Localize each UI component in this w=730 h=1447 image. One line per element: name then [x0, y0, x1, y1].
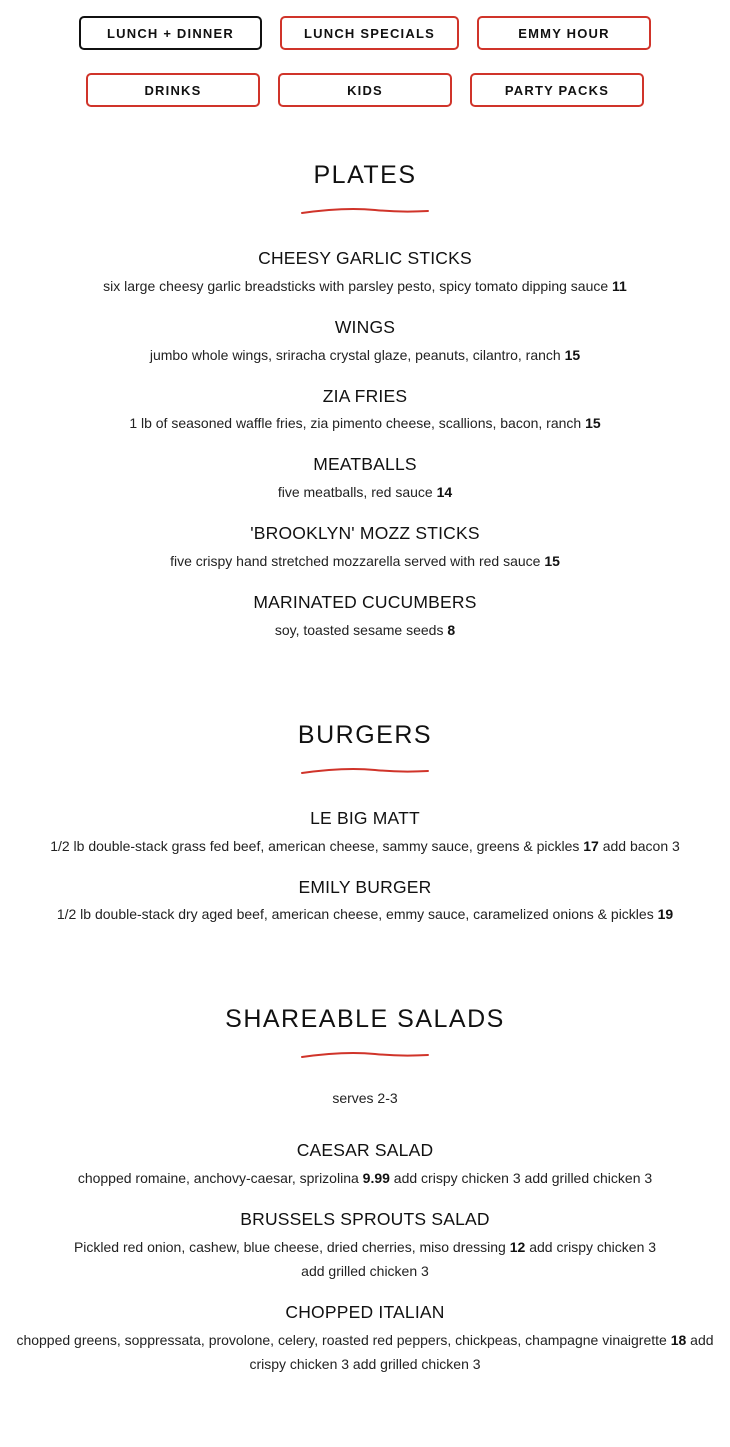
item-addon: add crispy chicken 3 add grilled chicken 3 [249, 1332, 714, 1372]
item-description: six large cheesy garlic breadsticks with parsley pesto, spicy tomato dipping sauce 11 [103, 278, 627, 294]
item-description: 1/2 lb double-stack dry aged beef, american cheese, emmy sauce, caramelized onions & pickles 19 [56, 906, 674, 922]
item-description: five crispy hand stretched mozzarella served with red sauce 15 [170, 553, 560, 569]
item-name: 'BROOKLYN' MOZZ STICKS [250, 523, 480, 543]
menu-item [0, 522, 730, 573]
item-description: 1 lb of seasoned waffle fries, zia pimento cheese, scallions, bacon, ranch 15 [129, 415, 601, 431]
section-title: PLATES [313, 161, 417, 189]
section-plates-header [0, 159, 730, 219]
item-name: CHOPPED ITALIAN [285, 1302, 445, 1322]
item-price: 15 [544, 553, 560, 569]
item-description: Pickled red onion, cashew, blue cheese, dried cherries, miso dressing 12 add crispy chicken 3 add grilled chicken 3 [73, 1239, 657, 1279]
item-price: 19 [657, 906, 674, 922]
item-price: 12 [509, 1239, 526, 1255]
squiggle-divider [300, 765, 430, 779]
menu-item [0, 1301, 730, 1376]
item-price: 15 [564, 347, 581, 363]
item-name: EMILY BURGER [298, 877, 432, 897]
tab-drinks[interactable]: DRINKS [86, 73, 260, 107]
tab-kids[interactable]: KIDS [278, 73, 452, 107]
menu-item [0, 591, 730, 642]
item-price: 15 [585, 415, 601, 431]
item-price: 14 [436, 484, 453, 500]
item-addon: add crispy chicken 3 add grilled chicken 3 [301, 1239, 657, 1279]
menu-item [0, 385, 730, 435]
section-title: SHAREABLE SALADS [225, 1005, 505, 1033]
item-description: chopped romaine, anchovy-caesar, sprizolina 9.99 add crispy chicken 3 add grilled chicken 3 [77, 1170, 653, 1186]
section-burgers-header [0, 719, 730, 779]
item-description: five meatballs, red sauce 14 [277, 484, 453, 500]
menu-item [0, 1139, 730, 1190]
squiggle-divider [300, 205, 430, 219]
tab-lunch-specials[interactable]: LUNCH SPECIALS [280, 16, 459, 50]
item-description: jumbo whole wings, sriracha crystal glaze, peanuts, cilantro, ranch 15 [149, 347, 581, 363]
item-price: 9.99 [362, 1170, 390, 1186]
menu-item [0, 1208, 730, 1283]
item-price: 11 [612, 278, 627, 294]
menu-item [0, 316, 730, 367]
item-description: 1/2 lb double-stack grass fed beef, american cheese, sammy sauce, greens & pickles 17 add bacon 3 [50, 838, 680, 854]
tab-party-packs[interactable]: PARTY PACKS [470, 73, 644, 107]
section-title: BURGERS [297, 721, 433, 749]
menu-item [0, 876, 730, 926]
item-price: 8 [447, 622, 456, 638]
item-description: chopped greens, soppressata, provolone, celery, roasted red peppers, chickpeas, champagne vinaigrette 18 add crispy chicken 3 add grilled chicken 3 [16, 1332, 714, 1372]
item-name: WINGS [334, 317, 396, 337]
item-name: CAESAR SALAD [296, 1140, 434, 1160]
item-name: MEATBALLS [313, 454, 417, 474]
section-note: serves 2-3 [332, 1090, 398, 1106]
item-price: 18 [670, 1332, 687, 1348]
item-addon: add crispy chicken 3 add grilled chicken 3 [393, 1170, 653, 1186]
item-name: BRUSSELS SPROUTS SALAD [240, 1209, 490, 1229]
item-name: MARINATED CUCUMBERS [253, 592, 477, 612]
menu-item [0, 453, 730, 504]
tab-emmy-hour[interactable]: EMMY HOUR [477, 16, 651, 50]
tab-lunch-dinner[interactable]: LUNCH + DINNER [79, 16, 262, 50]
item-name: LE BIG MATT [310, 808, 420, 828]
item-name: CHEESY GARLIC STICKS [258, 248, 472, 268]
menu-tabs [0, 0, 730, 120]
item-addon: add bacon 3 [602, 838, 680, 854]
squiggle-divider [300, 1049, 430, 1063]
item-description: soy, toasted sesame seeds 8 [274, 622, 456, 638]
item-price: 17 [583, 838, 599, 854]
item-name: ZIA FRIES [322, 386, 408, 406]
menu-item [0, 247, 730, 298]
section-salads-header [0, 1003, 730, 1063]
menu-item [0, 807, 730, 858]
